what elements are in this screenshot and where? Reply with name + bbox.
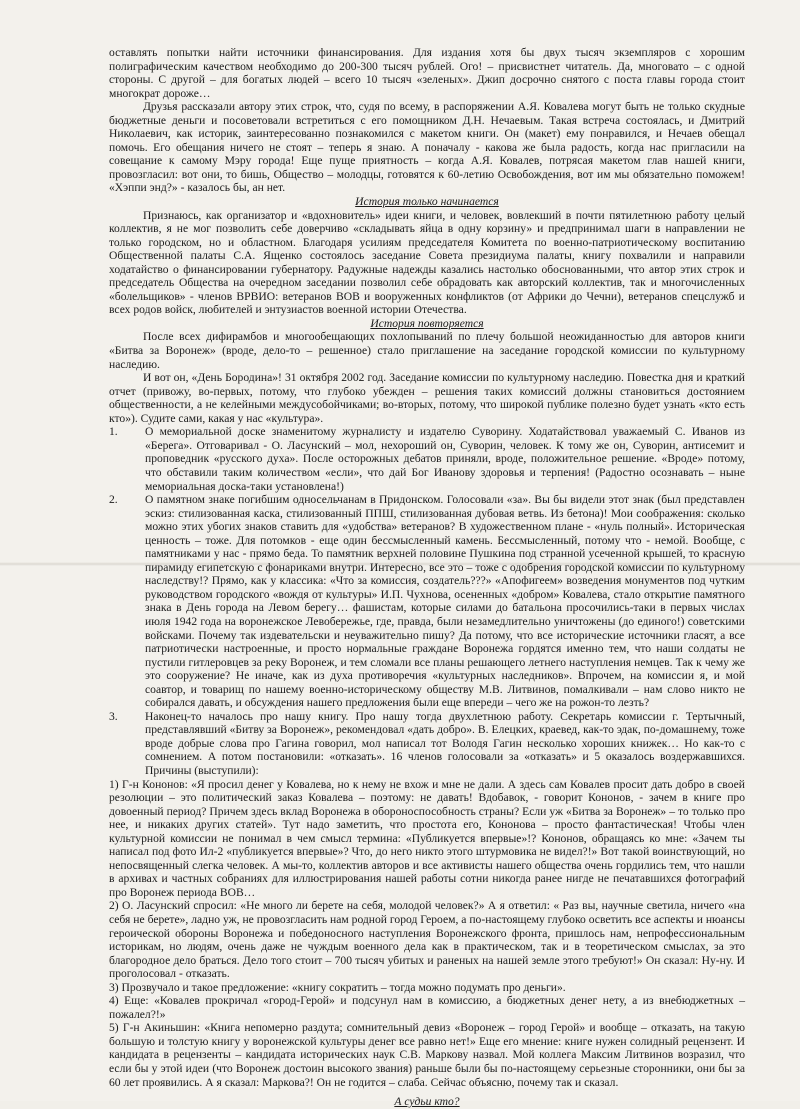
sub-item: 2) О. Ласунский спросил: «Не много ли берете на себя, молодой человек?» А я ответил: « Раз вы, научные светила, ничего «на себя не берете», ладно уж, не провозгласить нам родной город Героем, а по-настоящему глубоко осветить все аспекты и нюансы героической обороны Воронежа и победоносного наступления Воронежского фронта, пришлось нам, непрофессиональным историкам, но людям, очень даже не чуждым военного дела как в практическом, так и в теоретическом смыслах, за это благородное дело браться. Дело того стоит – 700 тысяч убитых и раненых на нашей земле этого требуют!» Он сказал: Ну-ну. И проголосовал - отказать. [109, 899, 745, 981]
paragraph: Признаюсь, как организатор и «вдохновитель» идеи книги, и человек, вовлекший в почти пятилетнюю работу целый коллектив, я не мог позволить себе доверчиво «складывать яйца в одну корзину» и предпринимал шаги в направлении не только городском, но и областном. Благодаря усилиям председателя Комитета по военно-патриотическому воспитанию Общественной палаты С.А. Ященко состоялось заседание Совета президиума палаты, книгу похвалили и направили ходатайство о финансировании губернатору. Радужные надежды казались настолько обоснованными, что автор этих строк и председатель Общества на очередном заседании позволил себе обрадовать как авторский коллектив, так и многочисленных «болельщиков» - членов ВРВИО: ветеранов ВОВ и вооруженных конфликтов (от Африки до Чечни), ветеранов спецслужб и всех родов войск, любителей и энтузиастов военной истории Отечества. [109, 208, 745, 317]
item-number: 2. [109, 493, 118, 507]
section-heading: А судьи кто? [394, 1095, 460, 1109]
sub-item: 3) Прозвучало и такое предложение: «книгу сократить – тогда можно подумать про деньги». [109, 980, 566, 994]
paragraph: После всех дифирамбов и многообещающих похлопываний по плечу большой неожиданностью для авторов книги «Битва за Воронеж» (вроде, дело-то – решенное) стало приглашение на заседание городской комиссии по культурному наследию. [109, 330, 745, 371]
item-text: О памятном знаке погибшим односельчанам в Придонском. Голосовали «за». Вы бы видели этот знак (был представлен эскиз: стилизованная каска, стилизованный ППШ, стилизованная дубовая ветвь. Из бетона)! Мои соображения: сколько можно этих убогих знаков ставить для «удобства» ветеранов? В художественном плане - «нуль полный». Историческая ценность – тоже. Для потомков - еще один бессмысленный камень. Бессмысленный, потому что - немой. Вообще, с памятниками у нас - прямо беда. То памятник верхней половине Пушкина под странной усеченной крышей, то красную пирамиду египетскую с фонариками внутри. Интересно, все это – тоже с одобрения городской комиссии по культурному наследству!? Прямо, как у классика: «Что за комиссия, создатель???» «Апофигеем» возведения монументов под чутким руководством городского «вождя от культуры» И.П. Чухнова, осененных «добром» Ковалева, стало открытие памятного знака в День города на Левом берегу… фашистам, которые силами до батальона просочились-таки в первых числах июля 1942 года на воронежское Левобережье, где, правда, были незамедлительно уничтожены (до единого!) советскими войсками. Почему так издевательски и неуважительно пишу? Да потому, что все исторические источники гласят, а все патриотически настроенные, и просто нормальные граждане Воронежа гордятся именно тем, что наши солдаты не пустили гитлеровцев за реку Воронеж, и тем сломали все планы решающего летнего наступления немцев. Так к чему же это сооружение? Не иначе, как из духа противоречия «культурных наследников». Впрочем, на комиссии я, и мой соавтор, и товарищ по нашему военно-историческому обществу М.В. Литвинов, помалкивали – нам слово никто не собирался давать, и обсуждения нашего предложения были еще впереди – чего же на рожон-то лезть? [145, 493, 745, 710]
item-number: 1. [109, 425, 118, 439]
sub-item: 1) Г-н Кононов: «Я просил денег у Ковалева, но к нему не вхож и мне не дали. А здесь сам Ковалев просит дать добро в своей резолюции – это политический заказ Ковалева – поэтому: не давать! Вдобавок, - говорит Кононов, - зачем в книге про довоенный период? Причем здесь вклад Воронежа в обороноспособность страны? Если уж «Битва за Воронеж» – то только про нее, и никаких других статей». Тут надо заметить, что простота его, Кононова – просто фантастическая! Чтобы член культурной комиссии не понимал в чем смысл термина: «Публикуется впервые»!? Кононов, обращаясь ко мне: «Зачем ты написал под фото Ил-2 «публикуется впервые»? Что, до него никто этого штурмовика не видел?!» Вот такой воинствующий, но непосвященный слегка человек. А мы-то, коллектив авторов и все активисты нашего общества очень гордились тем, что нашли в архивах и частных собраниях для иллюстрирования нашей работы сотни никогда ранее нигде не печатавшихся фотографий про Воронеж периода ВОВ… [109, 777, 745, 899]
paragraph: И вот он, «День Бородина»! 31 октября 2002 год. Заседание комиссии по культурному наследию. Повестка дня и краткий отчет (привожу, во-первых, потому, что глубоко убежден – решения таких комиссий должны становиться достоянием общественности, а не келейными междусобойчиками; во-вторых, потому, что широкой публике полезно будет узнать «кто есть кто»). Судите сами, какая у нас «культура». [109, 371, 745, 425]
item-text: Наконец-то началось про нашу книгу. Про нашу тогда двухлетнюю работу. Секретарь комиссии г. Тертычный, представлявший «Битву за Воронеж», рекомендовал «дать добро». В. Елецких, краевед, как-то эдак, по-домашнему, тоже вроде добрые слова про Гагина говорил, мол написал тот Володя Гагин несколько хороших книжек… Но как-то с сомнением. А потом постановили: «отказать». 16 членов голосовали за «отказать» и 5 оказалось воздержавшихся. Причины (выступили): [145, 709, 745, 777]
article-body [109, 46, 745, 1109]
item-number: 3. [109, 709, 118, 723]
section-heading: История повторяется [370, 316, 484, 330]
numbered-item [109, 493, 745, 710]
sub-item: 5) Г-н Акиньшин: «Книга непомерно раздута; сомнительный девиз «Воронеж – город Герой» и вообще – отказать, на такую большую и толстую книгу у воронежской культуры денег все равно нет!» Еще его мнение: книге нужен солидный рецензент. И кандидата в рецензенты – кандидата исторических наук С.В. Маркову назвал. Мой коллега Максим Литвинов возразил, что если бы у этой идеи (что Воронеж достоин высокого звания) раньше были бы по-настоящему серьезные сторонники, они бы за 60 лет проявились. А я сказал: Маркова?! Он не годится – слаба. Сейчас объясню, почему так и сказал. [109, 1021, 745, 1089]
paragraph: Друзья рассказали автору этих строк, что, судя по всему, в распоряжении А.Я. Ковалева могут быть не только скудные бюджетные деньги и посоветовали встретиться с его помощником Д.Н. Нечаевым. Такая встреча состоялась, и Дмитрий Николаевич, как историк, заинтересованно познакомился с макетом книги. Он (макет) ему понравился, и Нечаев обещал помочь. Его обещания ничего не стоят – теперь я знаю. А поначалу - какова же была радость, когда нас пригласили на совещание к самому Мэру города! Еще пуще приятность – когда А.Я. Ковалев, потрясая макетом глав нашей книги, провозгласил: вот они, то бишь, Общество – молодцы, готовятся к 60-летию Освобождения, вот им мы обязательно поможем! «Хэппи энд?» - казалось бы, ан нет. [109, 100, 745, 195]
paragraph-intro: оставлять попытки найти источники финансирования. Для издания хотя бы двух тысяч экземпляров с хорошим полиграфическим качеством необходимо до 200-300 тысяч рублей. Ого! – присвистнет читатель. Да, многовато – с одной стороны. С другой – для богатых людей – всего 10 тысяч «зеленых». Джип досрочно снятого с поста главы города стоит многократ дороже… [109, 46, 745, 100]
numbered-item [109, 425, 745, 493]
section-heading: История только начинается [355, 195, 499, 209]
numbered-item [109, 710, 745, 778]
sub-item: 4) Еще: «Ковалев прокричал «город-Герой» и подсунул нам в комиссию, а бюджетных денег нету, а из внебюджетных – пожалел?!» [109, 994, 745, 1021]
item-text: О мемориальной доске знаменитому журналисту и издателю Суворину. Ходатайствовал уважаемый С. Иванов из «Берега». Отговаривал - О. Ласунский – мол, нехороший он, Суворин, человек. К тому же он, Суворин, антисемит и проповедник «русского духа». После осторожных дебатов приняли, вроде, положительное решение. «Вроде» потому, что обставили таким количеством «если», что дай Бог Иванову здоровья и терпения! (Радостно осознавать – ныне мемориальная доска-таки установлена!) [145, 425, 745, 493]
